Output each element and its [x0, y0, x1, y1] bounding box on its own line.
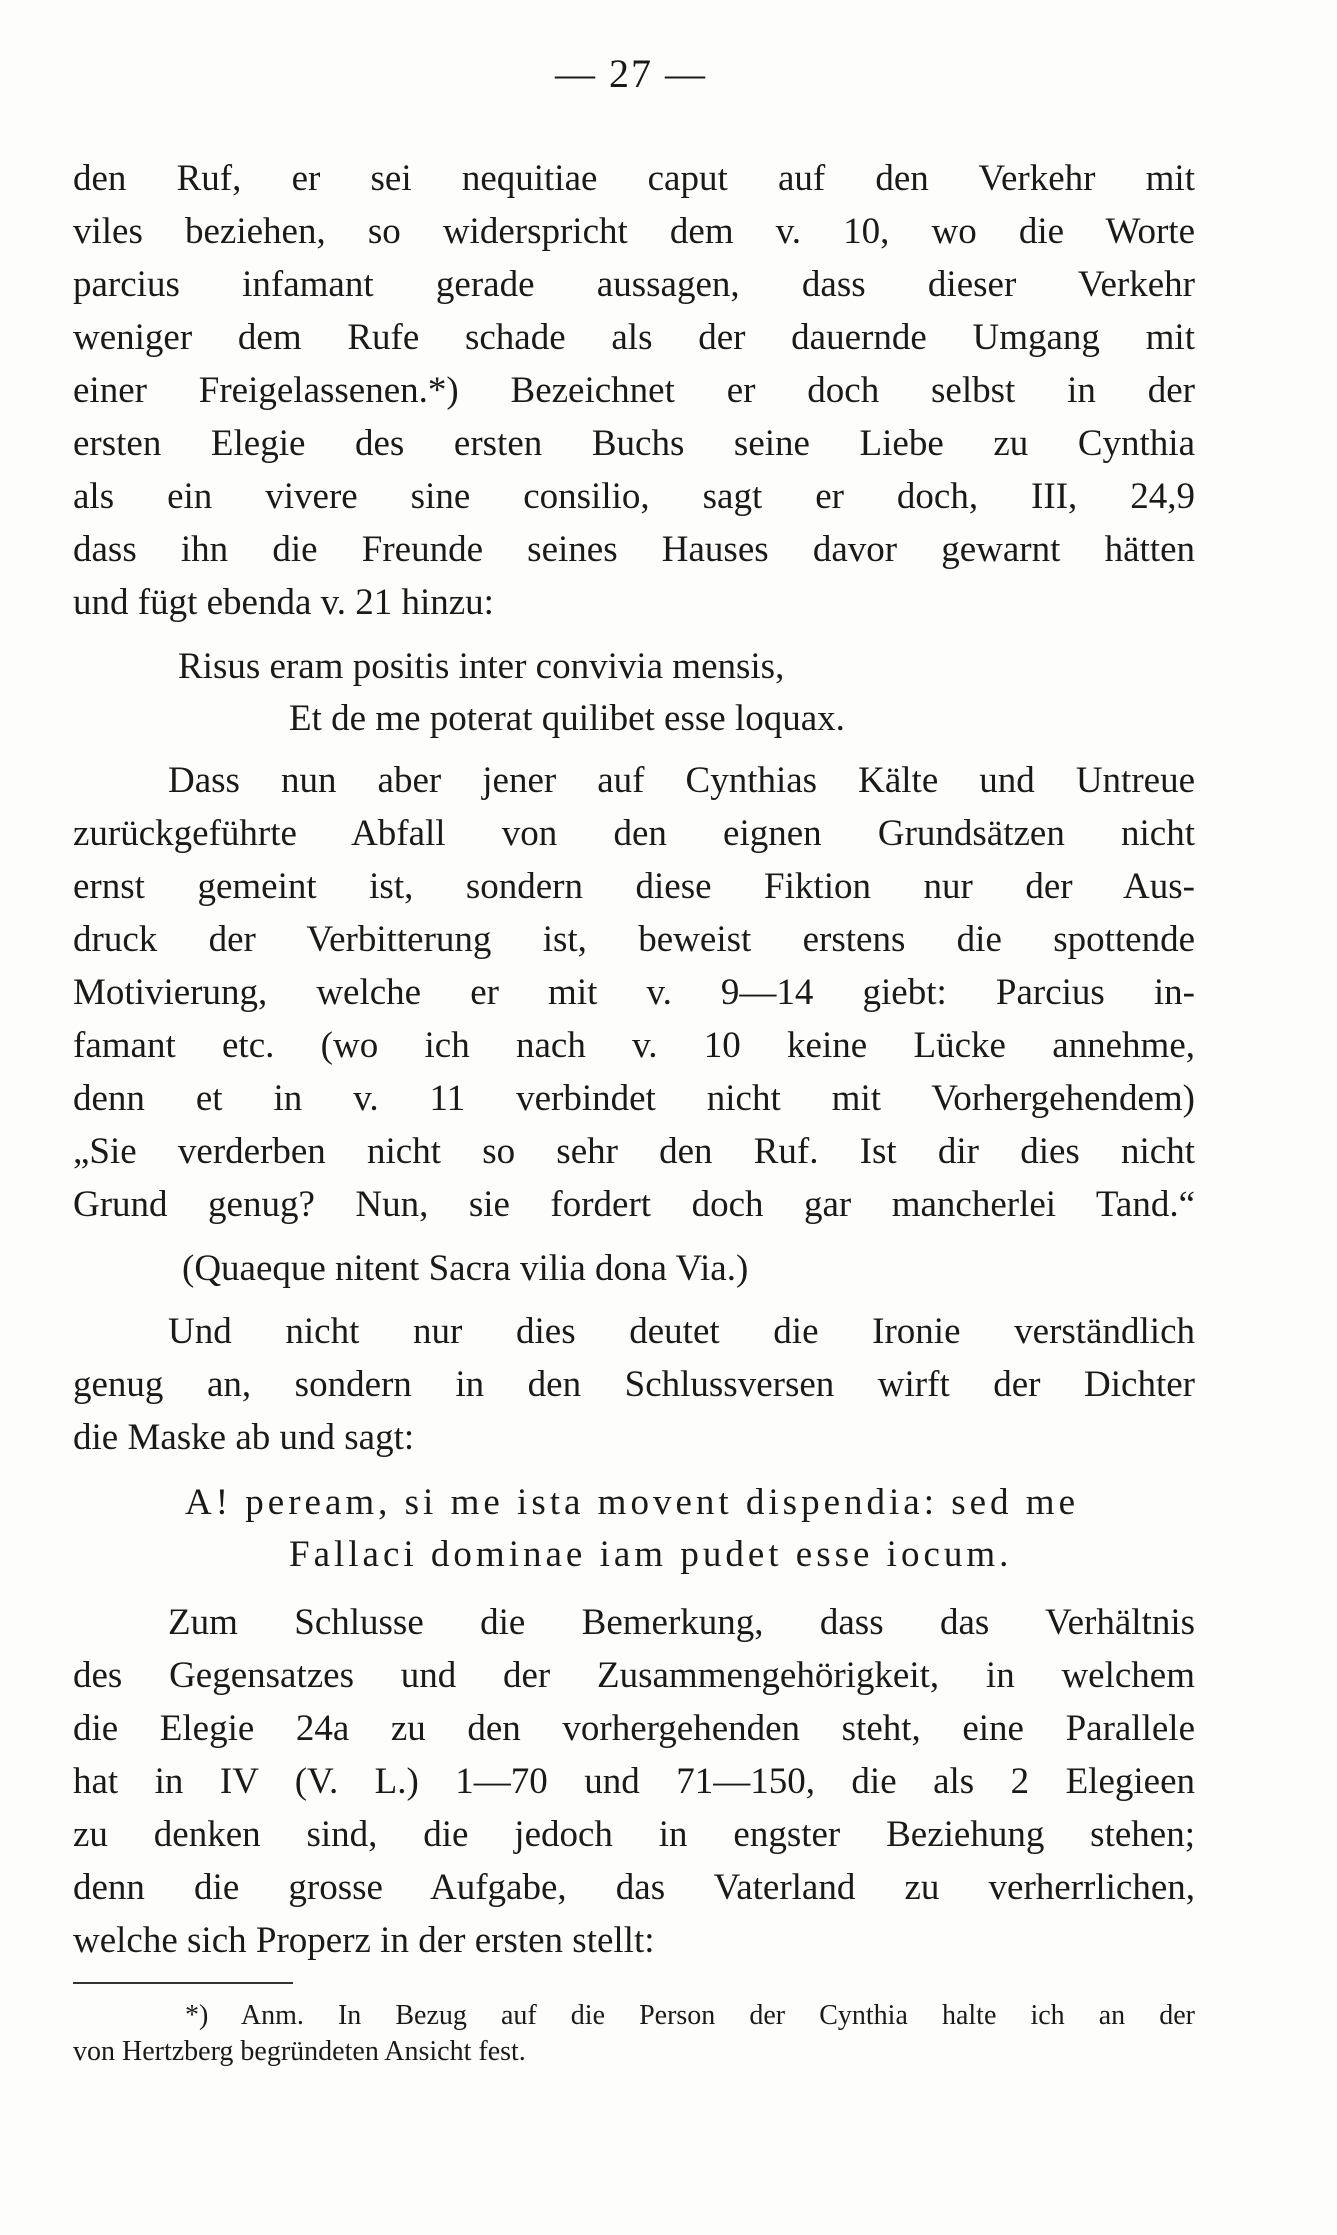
verse-line: Risus eram positis inter convivia mensis,: [178, 646, 785, 687]
text-line: ersten Elegie des ersten Buchs seine Liebe zu Cynthia: [73, 423, 1195, 464]
text-line: weniger dem Rufe schade als der dauernde Umgang mit: [73, 317, 1195, 358]
text-line: als ein vivere sine consilio, sagt er doch, III, 24,9: [73, 476, 1195, 517]
text-line: druck der Verbitterung ist, beweist erstens die spottende: [73, 919, 1195, 960]
text-line: denn et in v. 11 verbindet nicht mit Vorhergehendem): [73, 1078, 1195, 1119]
text-line: den Ruf, er sei nequitiae caput auf den Verkehr mit: [73, 158, 1195, 199]
text-line: famant etc. (wo ich nach v. 10 keine Lücke annehme,: [73, 1025, 1195, 1066]
text-line: „Sie verderben nicht so sehr den Ruf. Ist dir dies nicht: [73, 1131, 1195, 1172]
text-line: einer Freigelassenen.*) Bezeichnet er doch selbst in der: [73, 370, 1195, 411]
text-line: die Maske ab und sagt:: [73, 1417, 415, 1458]
text-line: zurückgeführte Abfall von den eignen Grundsätzen nicht: [73, 813, 1195, 854]
text-line: des Gegensatzes und der Zusammengehörigkeit, in welchem: [73, 1655, 1195, 1696]
text-line: viles beziehen, so widerspricht dem v. 10, wo die Worte: [73, 211, 1195, 252]
footnote-line: *) Anm. In Bezug auf die Person der Cynthia halte ich an der: [185, 2000, 1195, 2031]
text-line: ernst gemeint ist, sondern diese Fiktion nur der Aus-: [73, 866, 1195, 907]
footnote-divider: [73, 1982, 293, 1984]
verse-line: Fallaci dominae iam pudet esse iocum.: [289, 1534, 1013, 1575]
page-number: — 27 —: [555, 51, 707, 96]
text-line: parcius infamant gerade aussagen, dass dieser Verkehr: [73, 264, 1195, 305]
text-line: Und nicht nur dies deutet die Ironie verständlich: [168, 1311, 1195, 1352]
verse-line: A! peream, si me ista movent dispendia: sed me: [185, 1482, 1080, 1523]
text-line: Dass nun aber jener auf Cynthias Kälte und Untreue: [168, 760, 1195, 801]
text-line: Grund genug? Nun, sie fordert doch gar mancherlei Tand.“: [73, 1184, 1195, 1225]
text-line: Motivierung, welche er mit v. 9—14 giebt: Parcius in-: [73, 972, 1195, 1013]
text-line: die Elegie 24a zu den vorhergehenden steht, eine Parallele: [73, 1708, 1195, 1749]
text-line: denn die grosse Aufgabe, das Vaterland zu verherrlichen,: [73, 1867, 1195, 1908]
text-line: genug an, sondern in den Schlussversen wirft der Dichter: [73, 1364, 1195, 1405]
text-line: und fügt ebenda v. 21 hinzu:: [73, 582, 494, 623]
footnote-line: von Hertzberg begründeten Ansicht fest.: [73, 2036, 526, 2067]
text-line: zu denken sind, die jedoch in engster Beziehung stehen;: [73, 1814, 1195, 1855]
text-line: Zum Schlusse die Bemerkung, dass das Verhältnis: [168, 1602, 1195, 1643]
verse-line: Et de me poterat quilibet esse loquax.: [289, 698, 845, 739]
verse-line: (Quaeque nitent Sacra vilia dona Via.): [182, 1248, 749, 1289]
text-line: welche sich Properz in der ersten stellt:: [73, 1920, 655, 1961]
text-line: hat in IV (V. L.) 1—70 und 71—150, die als 2 Elegieen: [73, 1761, 1195, 1802]
text-line: dass ihn die Freunde seines Hauses davor gewarnt hätten: [73, 529, 1195, 570]
